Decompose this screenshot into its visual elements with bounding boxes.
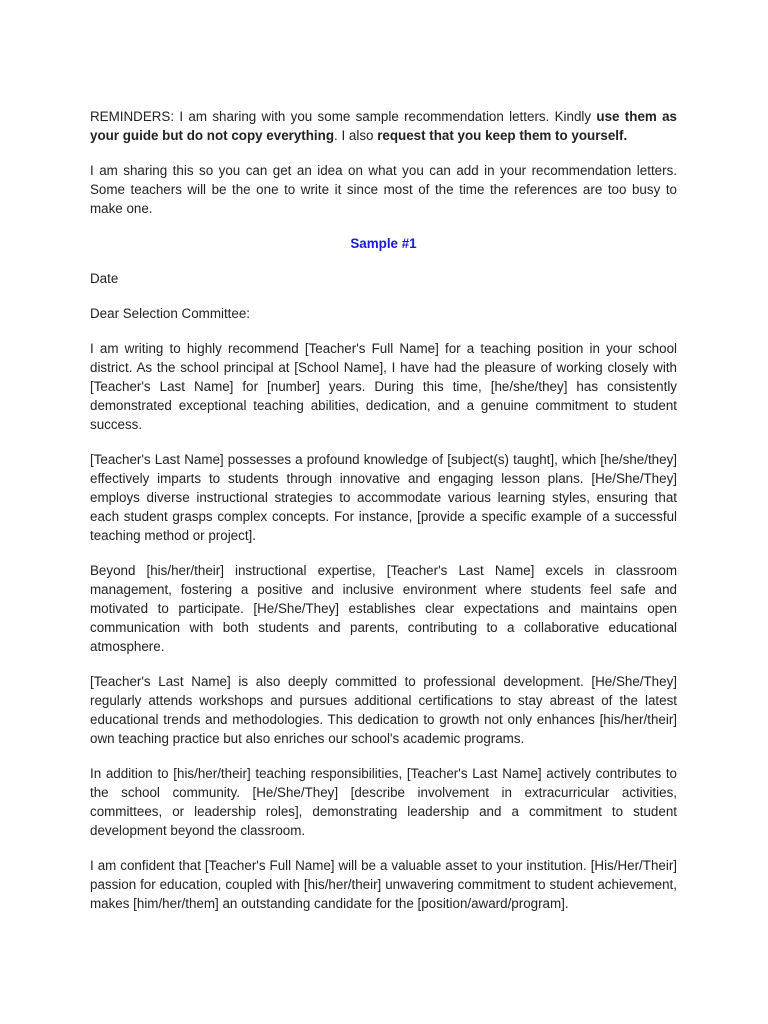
reminder-paragraph <box>90 107 677 145</box>
document-page <box>90 107 677 929</box>
reminder-bold-request: request that you keep them to yourself. <box>377 128 628 143</box>
sample-heading: Sample #1 <box>350 236 417 251</box>
letter-paragraph-5: In addition to [his/her/their] teaching responsibilities, [Teacher's Last Name] actively contributes to the school community. [He/She/They] [describe involvement in extracurricular activities, committees, or leadership roles], demonstrating leadership and a commitment to student development beyond the classroom. <box>90 766 677 838</box>
intro-paragraph: I am sharing this so you can get an idea on what you can add in your recommendation letters. Some teachers will be the one to write it since most of the time the references are too busy to make one. <box>90 163 677 216</box>
reminder-mid: . I also <box>334 128 378 143</box>
reminder-bold-guide: use them as your guide but do not copy everything <box>90 109 677 143</box>
letter-date: Date <box>90 271 119 286</box>
letter-paragraph-6: I am confident that [Teacher's Full Name] will be a valuable asset to your institution. [His/Her/Their] passion for education, coupled with [his/her/their] unwavering commitment to student achievement, makes [him/her/them] an outstanding candidate for the [position/award/program]. <box>90 858 677 911</box>
letter-paragraph-2: [Teacher's Last Name] possesses a profound knowledge of [subject(s) taught], which [he/she/they] effectively imparts to students through innovative and engaging lesson plans. [He/She/They] employs diverse instructional strategies to accommodate various learning styles, ensuring that each student grasps complex concepts. For instance, [provide a specific example of a successful teaching method or project]. <box>90 452 677 543</box>
reminder-lead: REMINDERS: I am sharing with you some sample recommendation letters. Kindly <box>90 109 597 124</box>
letter-salutation: Dear Selection Committee: <box>90 306 251 321</box>
letter-paragraph-4: [Teacher's Last Name] is also deeply committed to professional development. [He/She/They] regularly attends workshops and pursues additional certifications to stay abreast of the latest educational trends and methodologies. This dedication to growth not only enhances [his/her/their] own teaching practice but also enriches our school's academic programs. <box>90 674 677 746</box>
letter-paragraph-1: I am writing to highly recommend [Teacher's Full Name] for a teaching position in your school district. As the school principal at [School Name], I have had the pleasure of working closely with [Teacher's Last Name] for [number] years. During this time, [he/she/they] has consistently demonstrated exceptional teaching abilities, dedication, and a genuine commitment to student success. <box>90 341 677 432</box>
letter-paragraph-3: Beyond [his/her/their] instructional expertise, [Teacher's Last Name] excels in classroom management, fostering a positive and inclusive environment where students feel safe and motivated to participate. [He/She/They] establishes clear expectations and maintains open communication with both students and parents, contributing to a collaborative educational atmosphere. <box>90 563 677 654</box>
